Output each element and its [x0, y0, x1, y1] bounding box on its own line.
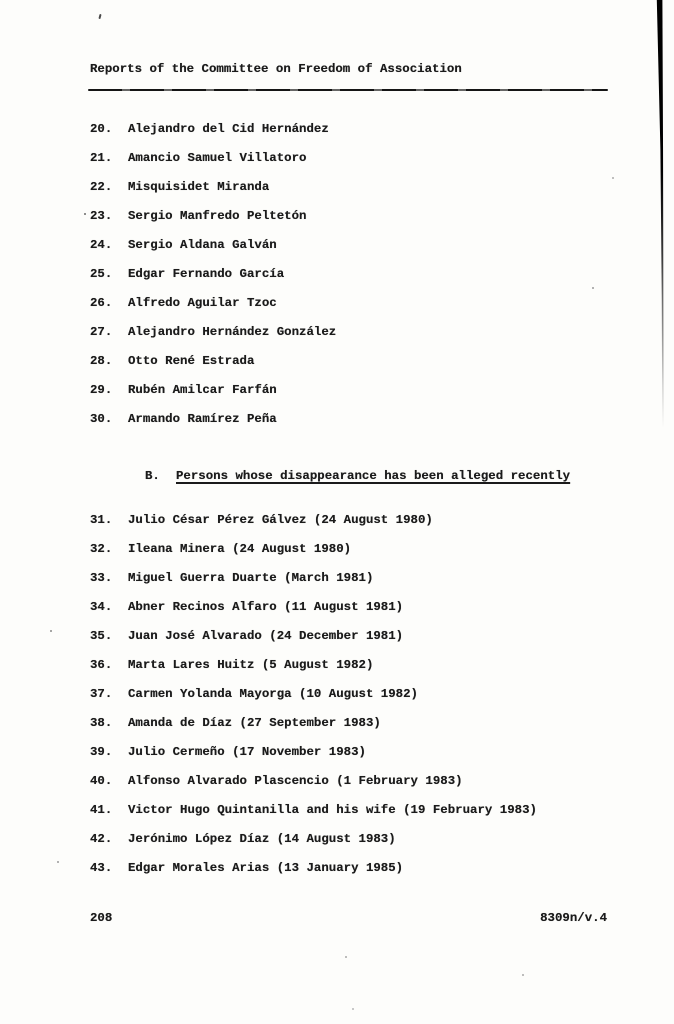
item-number: 30. [90, 412, 113, 426]
header-rule [88, 89, 608, 91]
dust-speck [98, 14, 101, 19]
item-number: 41. [90, 803, 113, 817]
list-item [90, 861, 537, 890]
item-number: 26. [90, 296, 113, 310]
item-number: 40. [90, 774, 113, 788]
list-item [90, 238, 336, 267]
section-title: Persons whose disappearance has been alleged recently [176, 469, 571, 483]
item-number: 35. [90, 629, 113, 643]
dust-speck [57, 861, 59, 863]
list-item [90, 513, 537, 542]
item-number: 22. [90, 180, 113, 194]
item-text: Sergio Manfredo Peltetón [128, 209, 307, 223]
item-text: Alejandro Hernández González [128, 325, 337, 339]
item-text: Ileana Minera (24 August 1980) [128, 542, 352, 556]
list-item [90, 325, 336, 354]
item-text: Amanda de Díaz (27 September 1983) [128, 716, 381, 730]
item-number: 39. [90, 745, 113, 759]
item-number: 21. [90, 151, 113, 165]
dust-speck [84, 213, 86, 215]
list-item [90, 383, 336, 412]
dust-speck [352, 1008, 354, 1010]
dust-speck [522, 974, 524, 976]
item-number: 42. [90, 832, 113, 846]
list-item [90, 716, 537, 745]
list-item [90, 122, 336, 151]
dust-speck [50, 630, 52, 632]
scan-edge-artifact [656, 0, 664, 428]
dust-speck [345, 956, 347, 958]
item-number: 36. [90, 658, 113, 672]
item-text: Abner Recinos Alfaro (11 August 1981) [128, 600, 404, 614]
item-number: 34. [90, 600, 113, 614]
item-number: 43. [90, 861, 113, 875]
item-number: 25. [90, 267, 113, 281]
item-number: 20. [90, 122, 113, 136]
section-b-heading [145, 469, 570, 483]
item-text: Jerónimo López Díaz (14 August 1983) [128, 832, 396, 846]
list-item [90, 687, 537, 716]
item-number: 37. [90, 687, 113, 701]
list-item [90, 354, 336, 383]
item-number: 27. [90, 325, 113, 339]
list-item [90, 180, 336, 209]
item-text: Misquisidet Miranda [128, 180, 270, 194]
list-item [90, 745, 537, 774]
list-item [90, 542, 537, 571]
item-number: 24. [90, 238, 113, 252]
list-item [90, 774, 537, 803]
item-text: Alfonso Alvarado Plascencio (1 February 1983) [128, 774, 463, 788]
item-text: Juan José Alvarado (24 December 1981) [128, 629, 404, 643]
item-text: Edgar Morales Arias (13 January 1985) [128, 861, 404, 875]
disappeared-persons-list-2 [90, 513, 537, 890]
item-text: Otto René Estrada [128, 354, 255, 368]
item-text: Julio César Pérez Gálvez (24 August 1980) [128, 513, 433, 527]
item-text: Marta Lares Huitz (5 August 1982) [128, 658, 374, 672]
page-number: 208 [90, 911, 113, 925]
item-number: 38. [90, 716, 113, 730]
list-item [90, 629, 537, 658]
dust-speck [592, 287, 594, 289]
dust-speck [612, 177, 614, 179]
list-item [90, 296, 336, 325]
item-text: Armando Ramírez Peña [128, 412, 277, 426]
item-number: 33. [90, 571, 113, 585]
item-number: 32. [90, 542, 113, 556]
item-text: Alejandro del Cid Hernández [128, 122, 329, 136]
list-item [90, 803, 537, 832]
item-number: 29. [90, 383, 113, 397]
item-text: Victor Hugo Quintanilla and his wife (19 February 1983) [128, 803, 537, 817]
item-number: 28. [90, 354, 113, 368]
item-text: Rubén Amilcar Farfán [128, 383, 277, 397]
item-text: Edgar Fernando García [128, 267, 285, 281]
list-item [90, 571, 537, 600]
document-reference: 8309n/v.4 [540, 911, 607, 925]
list-item [90, 658, 537, 687]
list-item [90, 209, 336, 238]
item-number: 31. [90, 513, 113, 527]
document-title: Reports of the Committee on Freedom of Association [90, 62, 462, 76]
section-label: B. [145, 469, 160, 483]
disappeared-persons-list-1 [90, 122, 336, 441]
item-text: Alfredo Aguilar Tzoc [128, 296, 277, 310]
item-number: 23. [90, 209, 113, 223]
list-item [90, 412, 336, 441]
list-item [90, 832, 537, 861]
list-item [90, 600, 537, 629]
item-text: Miguel Guerra Duarte (March 1981) [128, 571, 374, 585]
list-item [90, 151, 336, 180]
list-item [90, 267, 336, 296]
item-text: Julio Cermeño (17 November 1983) [128, 745, 366, 759]
item-text: Amancio Samuel Villatoro [128, 151, 307, 165]
item-text: Carmen Yolanda Mayorga (10 August 1982) [128, 687, 418, 701]
item-text: Sergio Aldana Galván [128, 238, 277, 252]
